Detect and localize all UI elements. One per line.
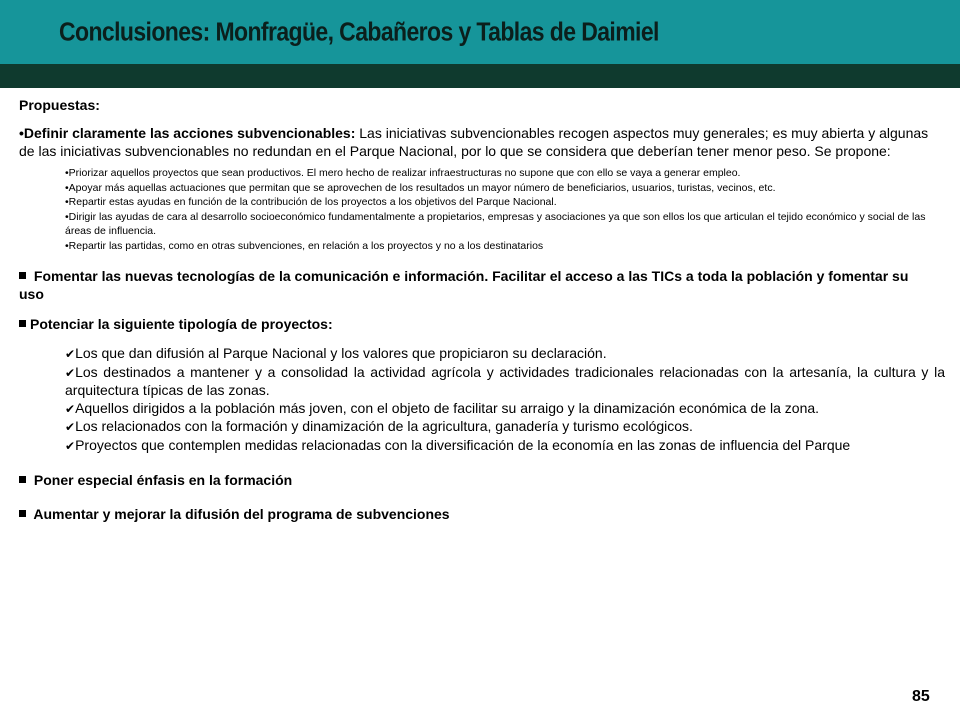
list-item [65,345,945,364]
list-item-text: Aquellos dirigidos a la población más joven, con el objeto de facilitar su arraigo y la dinamización económica de la zona. [75,399,820,416]
square-bullet-icon [19,510,26,517]
square-bullet-icon [19,272,26,279]
list-item-text: Los que dan difusión al Parque Nacional y los valores que propiciaron su declaración. [75,345,607,361]
intro-paragraph [19,124,937,160]
proposal-point-text: Aumentar y mejorar la difusión del programa de subvenciones [33,506,450,522]
checkmark-icon: ✔ [65,347,76,361]
list-item: •Apoyar más aquellas actuaciones que permitan que se aprovechen de los resultados un mayor número de beneficiarios, usuarios, turistas, vecinos, etc. [65,181,776,194]
list-item: •Priorizar aquellos proyectos que sean productivos. El mero hecho de realizar infraestructuras no supone que con ello se vaya a generar empleo. [65,167,741,179]
section-heading: Propuestas: [19,97,100,113]
list-item [65,437,945,456]
list-item [65,364,945,400]
list-item [65,418,945,437]
proposal-point-text: Poner especial énfasis en la formación [33,472,293,488]
intro-lead: • Definir claramente las acciones subvencionables: [19,125,355,141]
slide-content [19,96,945,523]
checkmark-icon: ✔ [65,401,76,416]
proposal-point [19,315,937,333]
list-item: •Repartir estas ayudas en función de la contribución de los proyectos a los objetivos del Parque Nacional. [65,196,557,208]
list-item-text: Los relacionados con la formación y dinamización de la agricultura, ganadería y turismo ecológicos. [75,418,693,434]
sub-bullet-list [65,166,945,253]
list-item-text: Los destinados a mantener y a consolidad la actividad agrícola y actividades tradicionales relacionadas con la artesanía, la cultura y la arquitectura típicas de las zonas. [65,363,945,398]
list-item-text: Proyectos que contemplen medidas relacionadas con la diversificación de la economía en las zonas de influencia del Parque [75,436,851,453]
header-band [0,64,960,88]
square-bullet-icon [19,476,26,483]
list-item: •Dirigir las ayudas de cara al desarrollo socioeconómico fundamentalmente a propietarios, empresas y asociaciones ya que son ellos los que articulan el tejido económico y social de las áreas de influencia. [65,210,926,237]
list-item [65,400,945,419]
checkmark-icon: ✔ [65,420,76,434]
proposal-point [19,505,937,523]
slide-title: Conclusiones: Monfragüe, Cabañeros y Tablas de Daimiel [59,17,659,47]
checkmark-icon: ✔ [65,438,76,453]
page-number: 85 [912,688,930,705]
checkmark-icon: ✔ [65,365,76,380]
proposal-point-text: Potenciar la siguiente tipología de proyectos: [30,316,333,332]
list-item: •Repartir las partidas, como en otras subvenciones, en relación a los proyectos y no a los destinatarios [65,239,544,252]
intro-text: Las iniciativas subvencionables recogen aspectos muy generales; es muy abierta y algunas de las iniciativas subvencionables no redundan en el Parque Nacional, por lo que se considera que deberían tener menor peso. Se propone: [19,125,929,159]
proposal-point [19,267,937,303]
square-bullet-icon [19,320,26,327]
check-list [65,345,945,455]
proposal-point [19,471,937,489]
proposal-point-text: Fomentar las nuevas tecnologías de la comunicación e información. Facilitar el acceso a las TICs a toda la población y fomentar su uso [19,268,909,302]
